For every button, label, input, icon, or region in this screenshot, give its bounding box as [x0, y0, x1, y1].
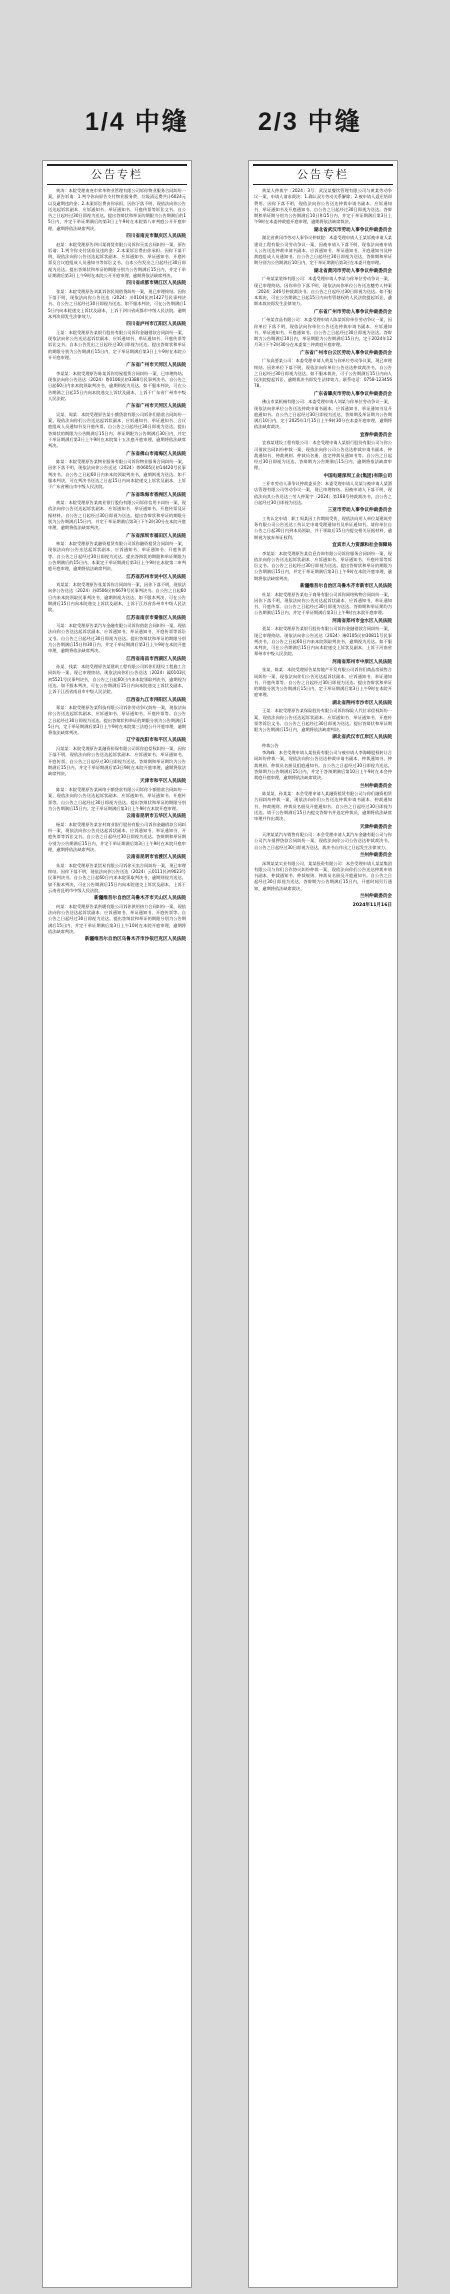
notice-paragraph: 王某：本院受理原告某保险股份有限公司诉你保险人代位求偿权纠纷一案，现依法向你公告送达起诉状副本、应诉通知书、举证通知书、开庭传票等诉讼文书。自公告之日起经过30日即视为送达。提出答辩状和举证期限为公告期满后15日内，逾期将依法缺席判决。: [254, 708, 392, 733]
notice-paragraph: 赵某：本院受理原告四川某商贸有限公司诉你买卖合同纠纷一案，原告诉请：1.判令你支付货款及违约金；2.本案诉讼费由你承担。因你下落不明，现依法向你公告送达起诉状副本、应诉通知书、举证通知书、开庭传票及合议庭组成人员通知书等诉讼文书。自本公告发出之日起经过30日即视为送达。提出答辩状和举证的期限分别为公告期满后15日内，并定于举证期满后第3日上午9时在本院公开开庭审理，逾期将依法缺席判决。: [48, 241, 186, 279]
notice-paragraph: 宜春某建设工程有限公司：本会受理申请人某银行股份有限公司与你公司借款合同纠纷仲裁一案，现依法向你公司公告送达仲裁申请书副本、仲裁通知书、仲裁规则、仲裁员名册、选定仲裁员通知书等。自公告之日起经过30日即视为送达。答辩期为公告期满后15日内，逾期将依法缺席审理。: [254, 440, 392, 471]
notice-signature: 湖北省黄冈市劳动人事争议仲裁委员会: [313, 268, 392, 274]
notice-paragraph: 黄某：本院受理原告某商业银行股份有限公司诉你信用卡纠纷一案，现依法向你公告送达起诉状副本、应诉通知书、举证通知书、开庭传票及证据材料。自公告之日起经过30日即视为送达。提出答辩状和举证的期限分别为公告期满后15日内，并定于举证期满后第3日下午2时30分在本院开庭审理，逾期将依法缺席判决。: [48, 500, 186, 531]
notice-signature: 广东省广州市天河区人民法院: [126, 404, 186, 410]
notice-paragraph: 三亚市劳动人事争议仲裁委员会：本委受理申请人吴某与被申请人某酒店管理有限公司劳动争议一案，现已审理终结。因被申请人下落不明，现依法向其公告送达三劳人仲案字〔2024〕第168号仲裁裁决书，自公告之日起经过30日即视为送达。: [254, 481, 392, 506]
notice-paragraph: 李某某：本院受理原告某信息咨询有限公司诉你服务合同纠纷一案，现依法向你公告送达起诉状副本、应诉通知书、举证通知书、开庭传票等诉讼文书。自公告之日起经过30日即视为送达。提出答辩状和举证的期限为公告期满后15日内，并定于举证期满后第3日上午9时在本院开庭审理，逾期将依法缺席判决。: [254, 550, 392, 581]
notice-paragraph: 李某某：本院受理原告陈某诉你房屋租赁合同纠纷一案，已审理终结。现依法向你公告送达（2024）粤0106民初3388号民事判决书。自公告之日起60日内来本院领取判决书，逾期则视为送达。如不服本判决，可在公告期满之日起15日内向本院递交上诉状及副本，上诉于广东省广州市中级人民法院。: [48, 370, 186, 402]
notice-signature: 兰州仲裁委员会: [359, 783, 392, 789]
notice-paragraph: 林某：本院受理原告某融资租赁有限公司诉你融资租赁合同纠纷一案，现依法向你公告送达起诉状副本、应诉通知书、举证通知书、开庭传票等。自公告之日起经过30日即视为送达。提出答辩状的期限和举证期限为公告期满后的15日内。本案定于举证期满后第3日上午9时在本院第二审判庭开庭审理，逾期将依法缺席判决。: [48, 541, 186, 572]
notice-paragraph: 孙某、钱某：本院受理原告某建筑工程有限公司诉你们建设工程施工合同纠纷一案，现已审理终结。现依法向你们公告送达（2024）赣0103民初5521号民事判决书，自公告之日起60日内来本院领取判决书，逾期视为送达。如不服本判决，可在公告期满后15日内向本院递交上诉状及副本，上诉于江西省南昌市中级人民法院。: [48, 664, 186, 695]
notice-paragraph: 黄某人仲裁字〔2024〕3号：武汉某餐饮管理有限公司与黄某劳动争议一案，申请人请求裁决：1.确认双方劳动关系解除；2.被申请人返还培训费用。因你下落不明，现依法向你公告送达仲裁申请书副本、应诉通知书、举证通知书及开庭通知书。自公告之日起经过30日即视为送达。答辩期和举证期分别为公告期满后10日和15日内，并定于举证期满后第3日上午9时在本委仲裁庭开庭审理，逾期将依法缺席裁决。: [254, 188, 392, 225]
notice-paragraph: 佛山市某机械有限公司：本委受理申请人刘某与你单位劳动争议一案，现依法向你单位公告送达仲裁申请书副本、应诉通知书、举证通知书及开庭通知书。自公告之日起经过30日即视为送达，答辩期及举证期为公告期满后10日内，定于2025年1月15日上午9时30分在本委开庭审理，逾期将依法缺席裁决。: [254, 399, 392, 430]
notice-paragraph: 杨某：本院受理原告某农村商业银行股份有限公司诉你金融借款合同纠纷一案，现依法向你公告送达起诉状副本、应诉通知书、举证通知书、开庭传票等诉讼文书。自公告之日起经过30日即视为送达。答辩期和举证期分别为公告期满后15日内，并定于举证期满后第3日上午9时在本院开庭审理，逾期将依法缺席判决。: [48, 821, 186, 852]
notice-signature: 中国电建深圳工业(集团)有限公司: [323, 473, 392, 479]
notice-signature: 四川省泸州市江阳区人民法院: [126, 322, 186, 328]
notice-paragraph: 陈某：本院受理原告某网络小额贷款有限公司诉你小额借款合同纠纷一案，现依法向你公告送达起诉状副本、应诉通知书、举证通知书、开庭传票等。自公告之日起经过30日即视为送达。提出答辩状和举证的期限分别为公告期满后15日内，定于举证期满后第3日上午9时在本院开庭审理。: [48, 786, 186, 811]
notice-signature: 新疆维吾尔自治区乌鲁木齐市沙依巴克区人民法院: [84, 937, 186, 943]
notice-signature: 三亚市劳动人事争议仲裁委员会: [327, 508, 392, 514]
notice-paragraph: 深圳某某实业有限公司、某某投资有限公司：本会受理申请人某某集团有限公司与你们合作协议纠纷仲裁一案，现依法向你们公告送达仲裁申请书副本、仲裁通知书、仲裁规则、仲裁员名册及开庭通知书。自公告之日起经过30日即视为送达，答辩期为公告期满后15日内，开庭时间另行通知，逾期将依法缺席裁决。: [254, 860, 392, 891]
column-header: 公告专栏: [253, 164, 393, 185]
notice-signature: 辽宁省沈阳市和平区人民法院: [126, 738, 186, 744]
notice-signature: 四川省成都市锦江区人民法院: [126, 281, 186, 287]
notice-paragraph: 张某：本院受理原告刘某诉你民间借贷纠纷一案，现已审理终结。因你下落不明，现依法向你公告送达（2024）川0104民初1427号民事判决书。自公告之日起经过30日即视为送达。如不服本判决，可在公告期满后15日内向本院递交上诉状及副本，上诉于四川省成都市中级人民法院。逾期本判决即发生法律效力。: [48, 288, 186, 320]
notice-signature: 江西省南昌市西湖区人民法院: [126, 656, 186, 662]
notice-signature: 兰州仲裁委员会: [359, 894, 392, 900]
notice-paragraph: 马某：本院受理原告某汽车金融有限公司诉你借款合同纠纷一案，现依法向你公告送达起诉状副本、应诉通知书、举证通知书、开庭传票等诉讼文书。自公告之日起经过30日即视为送达。提出答辩状和举证的期限分别为公告期满后15日和30日内，并定于举证期满后第3日上午9时在本院开庭审理，逾期将依法缺席判决。: [48, 623, 186, 654]
notice-signature: 四川省南充市顺庆区人民法院: [126, 234, 186, 240]
crease-label-quarter: 1/4 中缝: [85, 108, 189, 136]
notice-signature: 广东省广州市天河区人民法院: [126, 363, 186, 369]
notice-paragraph: 吴某、周某：本院受理原告某小额贷款有限公司诉你们借款合同纠纷一案，现依法向你们公告送达起诉状副本、应诉通知书、举证通知书、合议庭组成人员通知书及开庭传票。自公告之日起经过30日即视为送达。提出答辩状的期限为公告期满后15日内，举证期限为公告期满后30日内，并定于举证期满后第3日上午9时在本院第十五法庭开庭审理，逾期将依法缺席判决。: [48, 411, 186, 449]
notice-signature: 新疆维吾尔自治区乌鲁木齐市天山区人民法院: [94, 896, 186, 902]
notice-signature: 广东省珠海市香洲区人民法院: [126, 492, 186, 498]
column-body: [249, 185, 397, 913]
notice-paragraph: 广东高要某公司：本委受理申请人黄某与你单位劳动争议案，现已审理终结。因你单位下落不明，现依法向你单位公告送达仲裁裁决书，自公告之日起经过30日即视为送达。如不服本裁决，可于公告期满后15日内向人民法院提起诉讼，逾期裁决书即发生法律效力。联系电话：0758-12345678。: [254, 358, 392, 389]
column-body: [43, 185, 191, 948]
notice-paragraph: 朱某：本院受理原告某贸易有限公司诉你买卖合同纠纷一案，现已审理终结。因你下落不明，现依法向你公告送达（2024）云0111民初9023号民事判决书。自公告之日起60日内来本院领取判决书，逾期则视为送达。如不服本判决，可在公告期满后15日内向本院递交上诉状及副本，上诉于云南省昆明市中级人民法院。: [48, 862, 186, 893]
notice-paragraph: 郑某：本院受理原告某科技有限公司诉你劳动争议纠纷一案，现依法向你公告送达起诉状副本、应诉通知书、举证通知书、开庭传票等。自公告之日起经过30日即视为送达。提出答辩状和举证的期限分别为公告期满后15日内，定于举证期满后第3日上午9时在本院第三法庭公开开庭审理，逾期将依法缺席判决。: [48, 705, 186, 736]
notice-signature: 广东省佛山市南海区人民法院: [126, 451, 186, 457]
notice-paragraph: 仲裁公告: [262, 742, 279, 748]
notice-signature: 江苏省苏州市吴中区人民法院: [126, 574, 186, 580]
notice-paragraph: 湖北省黄冈市劳动人事争议仲裁院：本委受理申请人王某诉被申请人某建设工程有限公司劳动争议一案，因被申请人下落不明，现依法向被申请人公告送达仲裁申请书副本、应诉通知书、举证通知书、开庭通知书及仲裁庭组成人员通知书。自公告之日起经过30日即视为送达，答辩期和举证期分别为公告期满后10日内，定于举证期满后第3日在本委开庭审理。: [254, 235, 392, 266]
notice-signature: 云南省昆明市五华区人民法院: [126, 814, 186, 820]
notice-signature: 河南省郑州市中原区人民法院: [332, 659, 392, 665]
notice-paragraph: 聂某：本院受理原告某银行股份有限公司诉你金融借款合同纠纷一案，现已审理终结。现依法向你公告送达（2024）豫0105民初30811号民事判决书，自公告之日起60日内来本院领取判决书，逾期视为送达。如不服本判决，可在公告期满后15日内向本院递交上诉状及副本，上诉于河南省郑州市中级人民法院。: [254, 626, 392, 657]
notice-signature: 新疆维吾尔自治区乌鲁木齐市新市区人民法院: [300, 584, 392, 590]
notice-signature: 江西省九江市浔阳区人民法院: [126, 697, 186, 703]
notice-signature: 广东省广州市白云区劳动人事争议仲裁委员会: [300, 350, 392, 356]
column-header: 公告专栏: [47, 164, 187, 185]
notice-signature: 宜春仲裁委员会: [359, 432, 392, 438]
notice-column-right: [248, 160, 398, 2288]
notice-signature: 天津仲裁委员会: [359, 824, 392, 830]
notice-signature: 云南省昆明市官渡区人民法院: [126, 855, 186, 861]
notice-paragraph: 广州某食品有限公司：本委受理申请人陈某诉你单位劳动争议一案，因你单位下落不明，现依法向你单位公告送达仲裁申请书副本、应诉通知书、举证通知书、开庭通知书。自公告之日起经过30日即视为送达。答辩期为公告期满后10日内，举证期限为公告期满后15日内，定于2024年12月3日下午2时30分在本委第三仲裁庭开庭审理。: [254, 317, 392, 348]
notice-signature: 广东省深圳市福田区人民法院: [126, 533, 186, 539]
notice-signature: 宜宾市人力资源和社会保障局: [332, 543, 392, 549]
notice-paragraph: 刘某某：本院受理原告张某诉你合同纠纷一案，因你下落不明，现依法向你公告送达（2024）苏0506民初6679号民事判决书。自公告之日起60日内来本院领取民事判决书，逾期则视为送达。如不服本判决，可在公告期满后15日内向本院递交上诉状及副本，上诉于江苏省苏州市中级人民法院。: [48, 582, 186, 613]
notice-paragraph: 广州某某装饰有限公司：本委受理申请人李某与你单位劳动争议一案，现已审理终结。因你单位下落不明，现依法向你单位公告送达穗劳人仲案〔2024〕246号仲裁裁决书。自公告之日起经过30日即视为送达。如不服本裁决，可在公告期满之日起15日内向有管辖权的人民法院提起诉讼，逾期本裁决即发生法律效力。: [254, 276, 392, 307]
notice-signature: 兰州仲裁委员会: [359, 853, 392, 859]
notice-paragraph: 杜某：本院受理原告某电子商务有限公司诉你网络购物合同纠纷一案，因你下落不明，现依法向你公告送达起诉状副本、应诉通知书、举证通知书、开庭传票。自公告之日起经过30日即视为送达。答辩期和举证期均为公告期满后15日内，并定于举证期满后第3日上午9时在本院开庭审理。: [254, 591, 392, 616]
notice-date: 2024年11月16日: [352, 902, 392, 908]
notice-paragraph: 李海峰：本会受理申请人某投资有限公司与被申请人李海峰股权转让合同纠纷仲裁一案，现依法向你公告送达仲裁申请书副本、仲裁通知书、仲裁规则、仲裁员名册及组庭通知书。自公告之日起经过30日即视为送达。答辩期为公告期满后15日内，并定于答辩期满后第10日上午9时在本会仲裁庭开庭审理，逾期将依法缺席裁决。: [254, 750, 392, 781]
notice-paragraph: 张某、陈某：本院受理原告某房地产开发有限公司诉你们商品房预售合同纠纷一案，现依法向你们公告送达起诉状副本、应诉通知书、举证通知书、开庭传票等。自公告之日起经过30日即视为送达。提出答辩状和举证的期限分别为公告期满后15日内，定于举证期满后第3日上午9时在本院开庭审理。: [254, 667, 392, 698]
notice-signature: 湖北省荆州市沙市区人民法院: [332, 700, 392, 706]
crease-label-two-thirds: 2/3 中缝: [258, 108, 362, 136]
notice-signature: 天津市和平区人民法院: [140, 779, 186, 785]
notice-paragraph: 黄涛：本院受理南充市荣华物业管理有限公司诉你物业服务合同纠纷一案，原告诉请：1.判令你向原告支付物业服务费、垃圾清运费共计6024元以及逾期违约金；2.本案诉讼费由你承担。因你下落不明，现依法向你公告送达起诉状副本、应诉通知书、举证通知书、开庭传票等诉讼文书。自公告之日起经过30日即视为送达。提出答辩状和举证的期限为公告期满后的15日内，并定于举证期满后的第3日上午9时在本院第八审判庭公开开庭审理，逾期将依法缺席判决。: [48, 188, 186, 231]
notice-signature: 广东省肇庆市劳动人事争议仲裁委员会: [313, 391, 392, 397]
notice-signature: 湖北省武汉市江岸区人民法院: [332, 735, 392, 741]
notice-paragraph: 天津某某汽车销售有限公司：本会受理申请人某汽车金融有限公司与你公司汽车抵押贷款合同纠纷一案，现依法向你公司公告送达仲裁裁决书。自公告之日起经过30日即视为送达，裁决书自作出之日起发生法律效力。: [254, 832, 392, 850]
notice-paragraph: 陈某：本院受理原告某物业服务有限公司诉你物业服务合同纠纷一案，因你下落不明，现依法向你公告送达（2024）粤0605民初14420号民事判决书。自公告之日起60日内来本院领取判决书，逾期则视为送达。如不服本判决，可在判决书送达之日起15日内向本院递交上诉状及副本，上诉于广东省佛山市中级人民法院。: [48, 459, 186, 490]
notice-paragraph: 冯某某：本院受理原告某融资担保有限公司诉你追偿权纠纷一案，因你下落不明，现依法向你公告送达起诉状副本、应诉通知书、举证通知书、开庭传票。自公告之日起经过30日即视为送达。答辩期和举证期均为公告期满后15日内，并定于举证期满后第3日9时在本院开庭审理，逾期将依法缺席判决。: [48, 745, 186, 777]
notice-signature: 广东省广州市劳动人事争议仲裁委员会: [313, 309, 392, 315]
notice-signature: 湖北省武汉市劳动人事争议仲裁委员会: [313, 227, 392, 233]
notice-signature: 江苏省南京市秦淮区人民法院: [126, 615, 186, 621]
notice-paragraph: 工伤认定申请：职工周某因工作期间受伤，现依法向用人单位某建筑劳务有限公司公告送达工伤认定申请受理通知书及举证通知书。请你单位自公告之日起30日内到本局领取，并于领取后15日内提交相关证据材料，逾期视为放弃举证权利。: [254, 515, 392, 540]
notice-paragraph: 王某：本院受理原告某银行股份有限公司诉你金融借款合同纠纷一案，现依法向你公告送达起诉状副本、应诉通知书、举证通知书、开庭传票等诉讼文书。自本公告发出之日起经过30日即视为送达。提出答辩状和举证的期限分别为公告期满后15日内，定于举证期满后第3日上午9时在本院公开开庭审理。: [48, 329, 186, 361]
notice-column-left: [42, 160, 192, 2288]
notice-paragraph: 何某：本院受理原告某供暖有限公司诉你供用热力合同纠纷一案，现依法向你公告送达起诉状副本、应诉通知书、举证通知书、开庭传票等。自公告之日起经过30日即视为送达。提出答辩状和举证的期限分别为公告期满后15日内，并定于举证期满后第3日上午10时在本院开庭审理，逾期将依法缺席判决。: [48, 903, 186, 934]
notice-paragraph: 陈某某、孙某某：本会受理申请人某融资租赁有限公司与你们融资租赁合同纠纷仲裁一案，现依法向你们公告送达仲裁申请书副本、仲裁通知书、仲裁规则、仲裁员名册及开庭通知书。自公告之日起经过30日即视为送达。请于公告期满后15日内提交答辩书并选定仲裁员，逾期将依法缺席审理并作出裁决。: [254, 791, 392, 822]
notice-signature: 河南省郑州市金水区人民法院: [332, 618, 392, 624]
